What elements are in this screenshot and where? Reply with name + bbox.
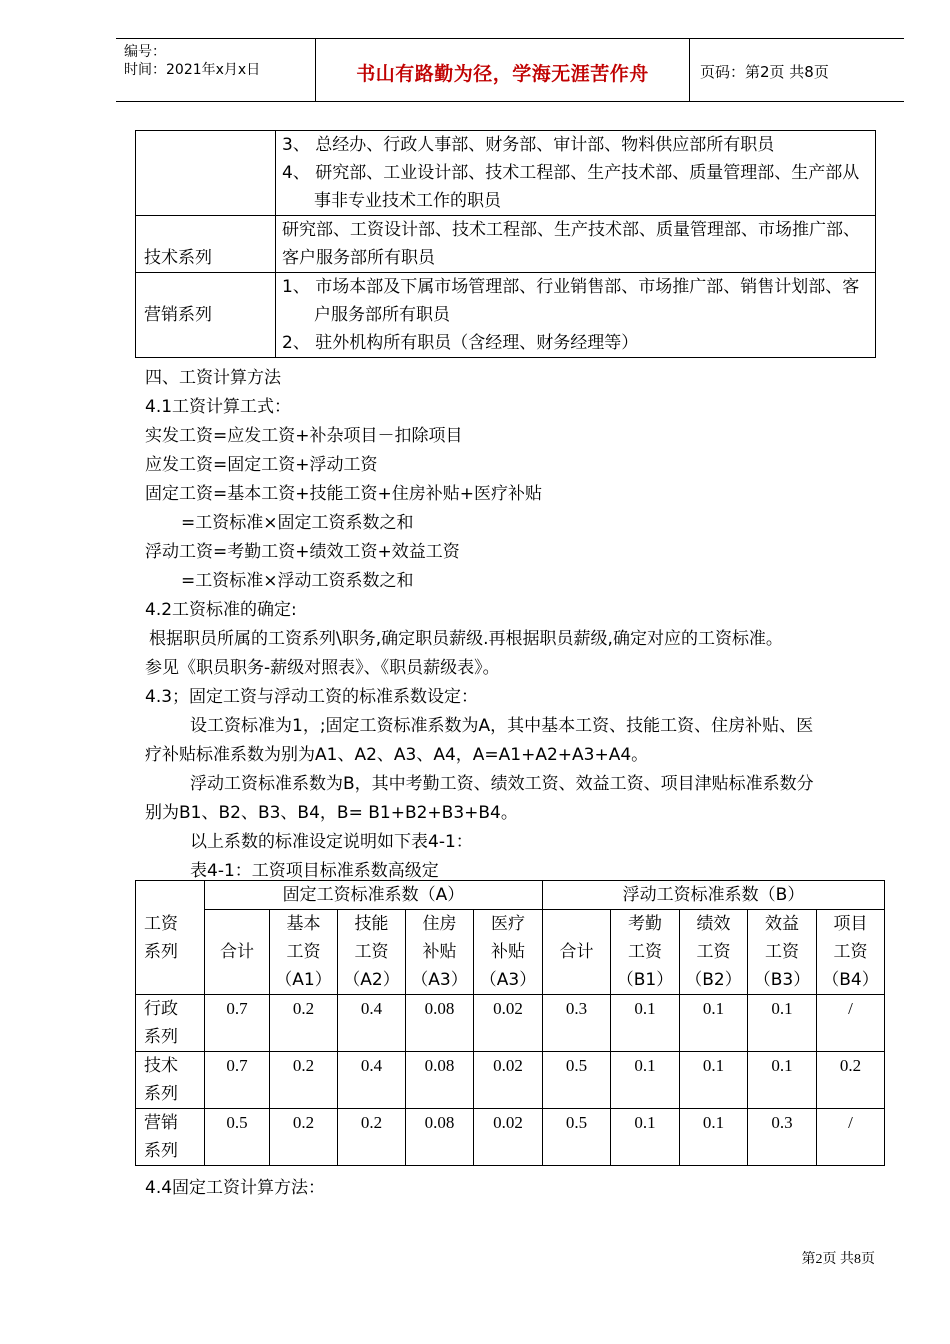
subsection-heading: 4.2工资标准的确定: xyxy=(145,600,297,620)
table-row xyxy=(136,1052,885,1109)
page-footer: 第2页 共8页 xyxy=(801,1252,875,1267)
column-header: 项目 工资 （B4） xyxy=(817,910,885,995)
list-item: 4、 研究部、工业设计部、技术工程部、生产技术部、质量管理部、生产部从事非专业技术工作的职员 xyxy=(282,163,860,211)
row-label: 营销 系列 xyxy=(136,1109,205,1166)
series-label-cell: 技术系列 xyxy=(136,216,276,273)
table-cell: 0.4 xyxy=(338,995,406,1052)
formula-line: =工资标准×浮动工资系数之和 xyxy=(181,571,414,591)
motto: 书山有路勤为径，学海无涯苦作舟 xyxy=(356,63,649,85)
group-header-a: 固定工资标准系数（A） xyxy=(205,881,543,910)
corner-line: 工资 xyxy=(144,913,178,934)
formula-line: 固定工资=基本工资+技能工资+住房补贴+医疗补贴 xyxy=(145,484,542,504)
corner-header xyxy=(136,881,205,995)
list-item: 1、 市场本部及下属市场管理部、行业销售部、市场推广部、销售计划部、客户服务部所有职员 xyxy=(282,277,860,325)
list-item: 3、 总经办、行政人事部、财务部、审计部、物料供应部所有职员 xyxy=(282,135,775,155)
column-header: 考勤 工资 （B1） xyxy=(611,910,680,995)
column-header: 效益 工资 （B3） xyxy=(748,910,817,995)
table-cell: 0.5 xyxy=(543,1052,611,1109)
paragraph: 根据职员所属的工资系列\职务,确定职员薪级.再根据职员薪级,确定对应的工资标准。 xyxy=(149,629,783,649)
table-cell: 0.2 xyxy=(270,995,338,1052)
header-meta-cell xyxy=(116,39,316,101)
formula-line: 实发工资=应发工资+补杂项目－扣除项目 xyxy=(145,426,463,446)
column-header-total: 合计 xyxy=(543,910,611,995)
table-cell: 0.1 xyxy=(680,1109,748,1166)
table-cell: 0.1 xyxy=(748,995,817,1052)
coefficient-table xyxy=(135,880,885,1166)
table-cell: 0.08 xyxy=(406,1052,474,1109)
table-cell: 0.4 xyxy=(338,1052,406,1109)
column-header: 绩效 工资 （B2） xyxy=(680,910,748,995)
doc-time-label: 时间：2021年x月x日 xyxy=(124,62,261,78)
doc-code-label: 编号： xyxy=(124,44,166,60)
series-label-cell xyxy=(136,131,276,216)
table-cell: 0.08 xyxy=(406,995,474,1052)
table-cell: 0.2 xyxy=(270,1109,338,1166)
table-cell: 0.5 xyxy=(543,1109,611,1166)
table-cell: 0.5 xyxy=(205,1109,270,1166)
row-label: 行政 系列 xyxy=(136,995,205,1052)
column-header-total: 合计 xyxy=(205,910,270,995)
staff-series-table xyxy=(135,130,876,358)
subsection-heading: 4.1工资计算工式： xyxy=(145,397,292,417)
series-desc-cell: 研究部、工资设计部、技术工程部、生产技术部、质量管理部、市场推广部、客户服务部所有职员 xyxy=(276,216,876,273)
document-body xyxy=(145,364,885,886)
table-cell: 0.1 xyxy=(680,1052,748,1109)
group-header-b: 浮动工资标准系数（B） xyxy=(543,881,885,910)
table-row xyxy=(136,1109,885,1166)
table-row xyxy=(136,131,876,216)
table-cell: 0.1 xyxy=(680,995,748,1052)
table-cell: / xyxy=(817,995,885,1052)
table-cell: 0.2 xyxy=(817,1052,885,1109)
row-label: 技术 系列 xyxy=(136,1052,205,1109)
paragraph: 以上系数的标准设定说明如下表4-1： xyxy=(190,832,473,852)
section-heading: 四、工资计算方法 xyxy=(145,368,281,388)
table-cell: 0.08 xyxy=(406,1109,474,1166)
table-header-row xyxy=(136,881,885,910)
series-label-cell: 营销系列 xyxy=(136,273,276,358)
table-row xyxy=(136,216,876,273)
column-header: 基本 工资 （A1） xyxy=(270,910,338,995)
list-item: 2、 驻外机构所有职员（含经理、财务经理等） xyxy=(282,333,639,353)
table-cell: 0.1 xyxy=(611,1109,680,1166)
formula-line: 应发工资=固定工资+浮动工资 xyxy=(145,455,378,475)
page-header xyxy=(116,38,904,102)
formula-line: 浮动工资=考勤工资+绩效工资+效益工资 xyxy=(145,542,460,562)
formula-line: =工资标准×固定工资系数之和 xyxy=(181,513,414,533)
table-header-row xyxy=(136,910,885,995)
table-cell: 0.02 xyxy=(474,1052,543,1109)
table-cell: 0.7 xyxy=(205,1052,270,1109)
series-desc-cell xyxy=(276,273,876,358)
series-desc-cell xyxy=(276,131,876,216)
table-cell: 0.02 xyxy=(474,1109,543,1166)
header-page-cell xyxy=(690,39,904,101)
paragraph: 参见《职员职务-薪级对照表》、《职员薪级表》。 xyxy=(145,658,500,678)
paragraph: 疗补贴标准系数为别为A1、A2、A3、A4，A=A1+A2+A3+A4。 xyxy=(145,745,649,765)
table-row xyxy=(136,995,885,1052)
table-cell: 0.2 xyxy=(338,1109,406,1166)
paragraph: 别为B1、B2、B3、B4，B= B1+B2+B3+B4。 xyxy=(145,803,518,823)
table-cell: 0.2 xyxy=(270,1052,338,1109)
header-page-number: 页码：第2页 共8页 xyxy=(700,63,829,81)
paragraph: 设工资标准为1，;固定工资标准系数为A，其中基本工资、技能工资、住房补贴、医 xyxy=(190,716,814,736)
table-cell: 0.3 xyxy=(748,1109,817,1166)
column-header: 技能 工资 （A2） xyxy=(338,910,406,995)
column-header: 住房 补贴 （A3） xyxy=(406,910,474,995)
table-cell: 0.3 xyxy=(543,995,611,1052)
header-motto-cell xyxy=(316,39,690,101)
subsection-heading: 4.4固定工资计算方法： xyxy=(145,1178,326,1198)
table-cell: 0.7 xyxy=(205,995,270,1052)
column-header: 医疗 补贴 （A3） xyxy=(474,910,543,995)
table-cell: 0.1 xyxy=(611,1052,680,1109)
table-cell: 0.1 xyxy=(611,995,680,1052)
table-caption: 表4-1：工资项目标准系数高级定 xyxy=(190,861,439,881)
corner-line: 系列 xyxy=(144,941,178,962)
table-row xyxy=(136,273,876,358)
table-cell: 0.1 xyxy=(748,1052,817,1109)
subsection-heading: 4.3；固定工资与浮动工资的标准系数设定： xyxy=(145,687,479,707)
table-cell: 0.02 xyxy=(474,995,543,1052)
table-cell: / xyxy=(817,1109,885,1166)
paragraph: 浮动工资标准系数为B，其中考勤工资、绩效工资、效益工资、项目津贴标准系数分 xyxy=(190,774,814,794)
